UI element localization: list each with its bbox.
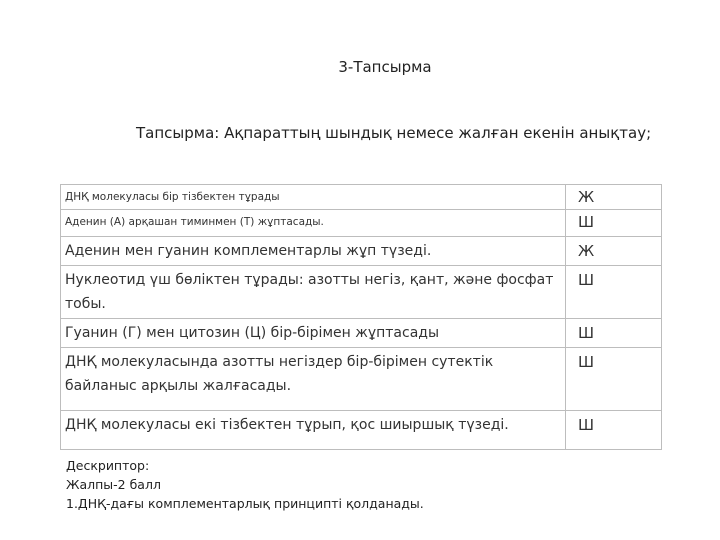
statement-cell: Аденин мен гуанин комплементарлы жұп түзеді. <box>61 237 566 266</box>
descriptor-total: Жалпы-2 балл <box>66 477 161 492</box>
descriptor-item: 1.ДНҚ-дағы комплементарлық принципті қолданады. <box>66 496 424 511</box>
descriptor-heading: Дескриптор: <box>66 458 150 473</box>
statement-cell: ДНҚ молекуласы бір тізбектен тұрады <box>61 185 566 210</box>
answer-cell: Ж <box>566 185 662 210</box>
answer-cell: Ж <box>566 237 662 266</box>
page-title: 3-Тапсырма <box>338 58 432 76</box>
true-false-table <box>60 184 662 450</box>
statement-cell: Нуклеотид үш бөліктен тұрады: азотты негіз, қант, және фосфат тобы. <box>61 266 566 319</box>
table-row <box>61 266 662 319</box>
answer-cell: Ш <box>566 266 662 319</box>
answer-cell: Ш <box>566 210 662 237</box>
statement-cell: ДНҚ молекуласы екі тізбектен тұрып, қос шиыршық түзеді. <box>61 411 566 450</box>
statement-cell: ДНҚ молекуласында азотты негіздер бір-бірімен сутектік байланыс арқылы жалғасады. <box>61 348 566 411</box>
table-row <box>61 319 662 348</box>
answer-cell: Ш <box>566 319 662 348</box>
statement-cell: Гуанин (Г) мен цитозин (Ц) бір-бірімен жұптасады <box>61 319 566 348</box>
task-instruction: Тапсырма: Ақпараттың шындық немесе жалған екенін анықтау; <box>136 124 652 142</box>
table-row <box>61 185 662 210</box>
answer-cell: Ш <box>566 411 662 450</box>
descriptor-block <box>66 456 424 513</box>
table-row <box>61 411 662 450</box>
table-row <box>61 210 662 237</box>
table-row <box>61 348 662 411</box>
statement-cell: Аденин (А) арқашан тиминмен (Т) жұптасады. <box>61 210 566 237</box>
answer-cell: Ш <box>566 348 662 411</box>
table-row <box>61 237 662 266</box>
